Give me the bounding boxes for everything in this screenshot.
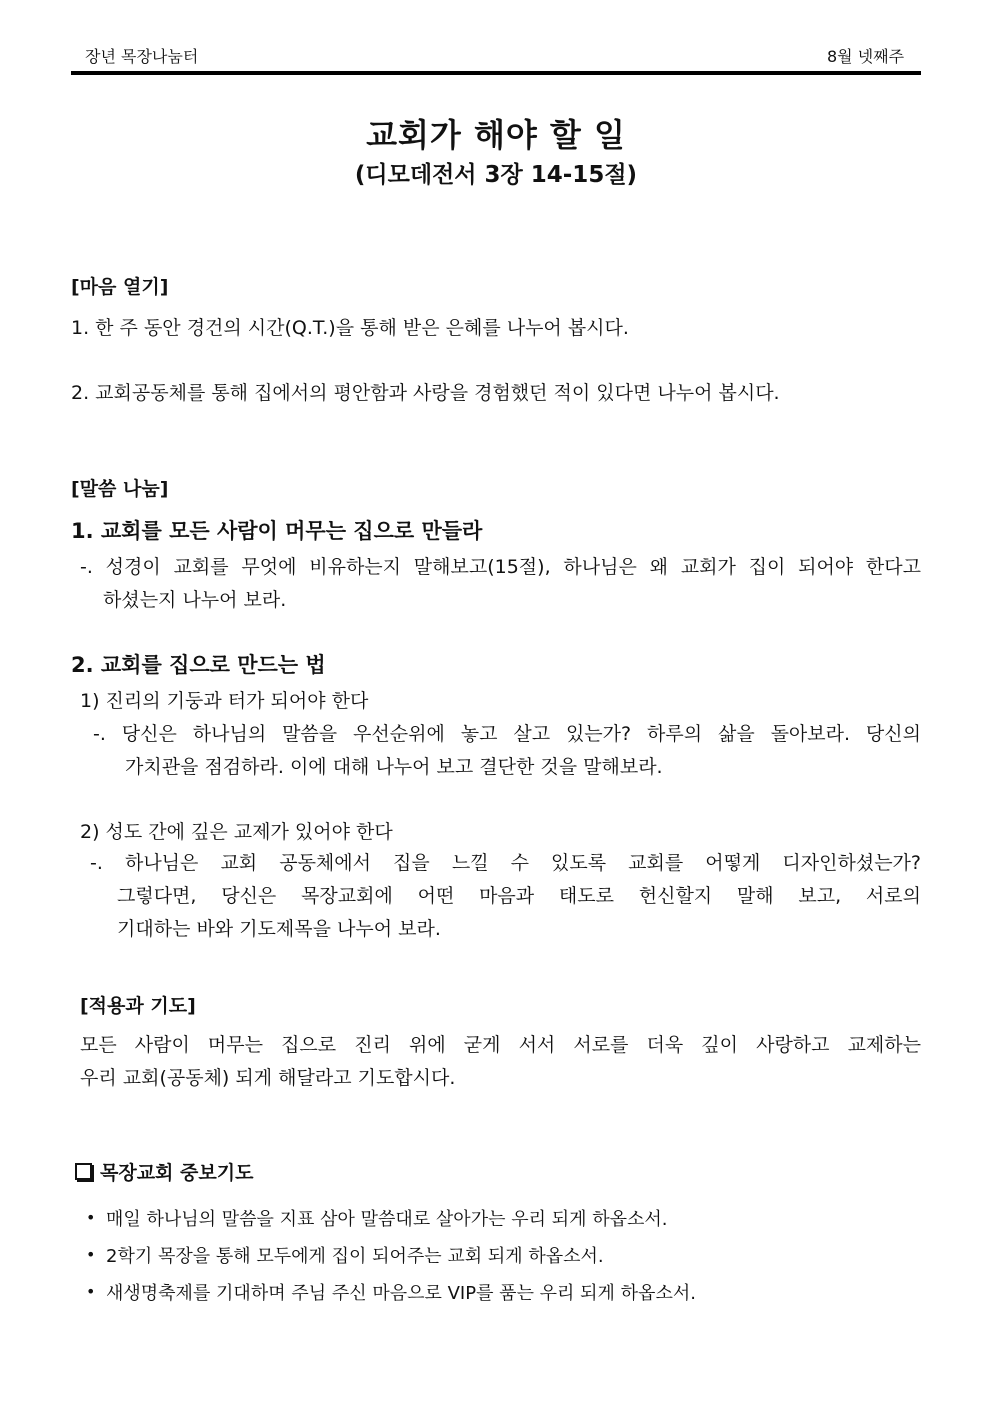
point-2-sub-2-line-1: -. 하나님은 교회 공동체에서 집을 느낄 수 있도록 교회를 어떻게 디자인하셨는가? xyxy=(90,852,921,874)
bullet-icon: • xyxy=(86,1282,96,1301)
point-1-line-2: 하셨는지 나누어 보라. xyxy=(103,589,287,611)
bullet-icon: • xyxy=(86,1208,96,1227)
open-heart-question-1: 1. 한 주 동안 경건의 시간(Q.T.)을 통해 받은 은혜를 나누어 봅시다. xyxy=(71,317,629,339)
point-1-line-1: -. 성경이 교회를 무엇에 비유하는지 말해보고(15절), 하나님은 왜 교회가 집이 되어야 한다고 xyxy=(80,556,921,578)
bullet-icon: • xyxy=(86,1245,96,1264)
point-2-sub-2-line-2: 그렇다면, 당신은 목장교회에 어떤 마음과 태도로 헌신할지 말해 보고, 서로의 xyxy=(117,885,921,907)
point-2-sub-2-title: 2) 성도 간에 깊은 교제가 있어야 한다 xyxy=(80,821,393,843)
application-line-2: 우리 교회(공동체) 되게 해달라고 기도합시다. xyxy=(80,1067,456,1089)
point-2-title: 2. 교회를 집으로 만드는 법 xyxy=(71,653,326,677)
point-2-sub-2-line-3: 기대하는 바와 기도제목을 나누어 보라. xyxy=(117,918,441,940)
point-1-title: 1. 교회를 모든 사람이 머무는 집으로 만들라 xyxy=(71,519,483,543)
point-2-sub-1-line-1: -. 당신은 하나님의 말씀을 우선순위에 놓고 살고 있는가? 하루의 삶을 돌아보라. 당신의 xyxy=(93,723,921,745)
open-heart-heading: [마음 열기] xyxy=(71,276,169,298)
word-sharing-heading: [말씀 나눔] xyxy=(71,478,169,500)
intercession-item-3: 새생명축제를 기대하며 주님 주신 마음으로 VIP를 품는 우리 되게 하옵소서. xyxy=(106,1283,696,1304)
header-rule xyxy=(71,71,921,75)
point-2-sub-1-line-2: 가치관을 점검하라. 이에 대해 나누어 보고 결단한 것을 말해보라. xyxy=(125,756,663,778)
point-2-sub-1-title: 1) 진리의 기둥과 터가 되어야 한다 xyxy=(80,690,369,712)
open-heart-question-2: 2. 교회공동체를 통해 집에서의 평안함과 사랑을 경험했던 적이 있다면 나누어 봅시다. xyxy=(71,382,780,404)
header-left: 장년 목장나눔터 xyxy=(85,47,199,66)
intercession-item-2: 2학기 목장을 통해 모두에게 집이 되어주는 교회 되게 하옵소서. xyxy=(106,1246,604,1267)
application-line-1: 모든 사람이 머무는 집으로 진리 위에 굳게 서서 서로를 더욱 깊이 사랑하고 교제하는 xyxy=(80,1034,921,1056)
intercession-item-1: 매일 하나님의 말씀을 지표 삼아 말씀대로 살아가는 우리 되게 하옵소서. xyxy=(106,1209,668,1230)
page-subtitle: (디모데전서 3장 14-15절) xyxy=(354,162,638,188)
application-heading: [적용과 기도] xyxy=(80,995,196,1017)
header-right: 8월 넷째주 xyxy=(827,47,905,66)
page-title: 교회가 해야 할 일 xyxy=(366,116,626,154)
intercession-heading: 목장교회 중보기도 xyxy=(100,1162,254,1184)
checkbox-icon xyxy=(75,1163,92,1180)
